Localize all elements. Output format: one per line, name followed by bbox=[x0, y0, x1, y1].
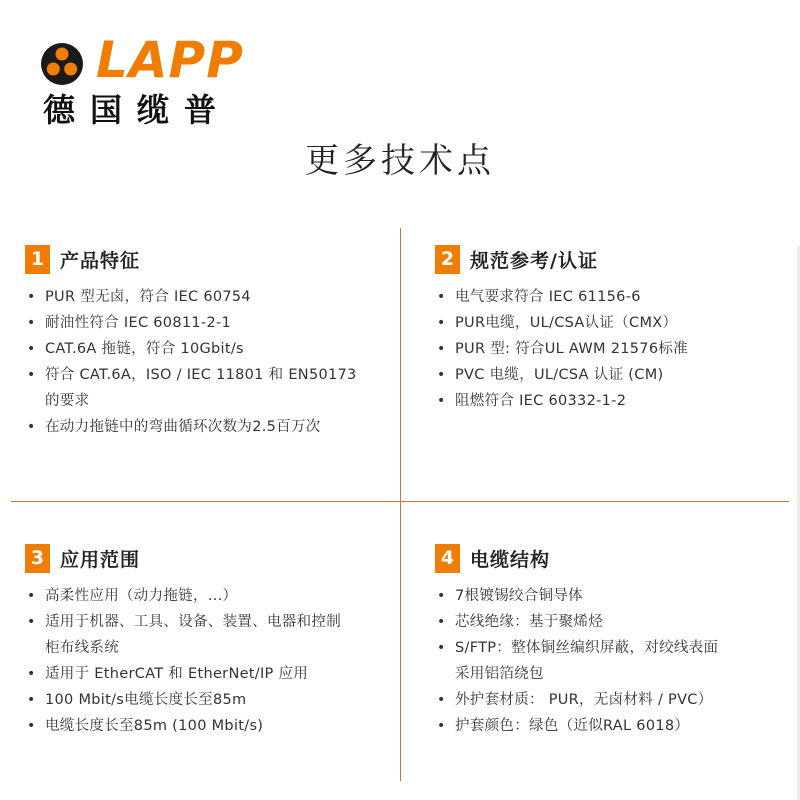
section-number-badge: 3 bbox=[25, 544, 50, 573]
section-title: 电缆结构 bbox=[470, 548, 551, 571]
vertical-divider bbox=[400, 228, 401, 781]
section-number-badge: 1 bbox=[25, 245, 50, 274]
feature-list bbox=[25, 284, 375, 440]
list-item: • 电气要求符合 IEC 61156-6 bbox=[435, 284, 785, 310]
section-header bbox=[435, 244, 785, 274]
section-applications bbox=[25, 543, 375, 739]
list-item: • PUR 型无卤，符合 IEC 60754 bbox=[25, 284, 375, 310]
list-item: • 外护套材质： PUR，无卤材料 / PVC） bbox=[435, 687, 785, 713]
applications-list bbox=[25, 583, 375, 739]
standards-list bbox=[435, 284, 785, 414]
section-standards-certifications bbox=[435, 244, 785, 414]
section-header bbox=[435, 543, 785, 573]
section-product-features bbox=[25, 244, 375, 440]
list-item: • 高柔性应用（动力拖链，...） bbox=[25, 583, 375, 609]
section-header bbox=[25, 543, 375, 573]
section-header bbox=[25, 244, 375, 274]
list-item: • 电缆长度长至85m (100 Mbit/s) bbox=[25, 713, 375, 739]
list-item: • S/FTP：整体铜丝编织屏蔽，对绞线表面采用铝箔绕包 bbox=[435, 635, 725, 687]
section-title: 应用范围 bbox=[60, 548, 141, 571]
lapp-logo bbox=[40, 31, 300, 133]
section-cable-structure bbox=[435, 543, 785, 739]
cable-cross-section-icon bbox=[40, 42, 84, 86]
brand-wordmark: LAPP bbox=[96, 31, 244, 89]
section-title: 产品特征 bbox=[60, 249, 141, 272]
structure-list bbox=[435, 583, 785, 739]
section-number-badge: 4 bbox=[435, 544, 460, 573]
list-item: • PVC 电缆，UL/CSA 认证 (CM) bbox=[435, 362, 785, 388]
list-item: • 适用于 EtherCAT 和 EtherNet/IP 应用 bbox=[25, 661, 375, 687]
list-item: • CAT.6A 拖链，符合 10Gbit/s bbox=[25, 336, 375, 362]
list-item: • 阻燃符合 IEC 60332-1-2 bbox=[435, 388, 785, 414]
list-item: • 芯线绝缘：基于聚烯烃 bbox=[435, 609, 785, 635]
horizontal-divider bbox=[11, 501, 789, 502]
list-item: • 符合 CAT.6A，ISO / IEC 11801 和 EN50173 的要求 bbox=[25, 362, 375, 414]
page-title: 更多技术点 bbox=[305, 141, 495, 181]
list-item: • PUR电缆，UL/CSA认证（CMX） bbox=[435, 310, 785, 336]
section-title: 规范参考/认证 bbox=[470, 249, 598, 272]
list-item: • 7根镀锡绞合铜导体 bbox=[435, 583, 785, 609]
list-item: • PUR 型: 符合UL AWM 21576标准 bbox=[435, 336, 785, 362]
section-number-badge: 2 bbox=[435, 245, 460, 274]
brand-name-cn: 德国缆普 bbox=[43, 91, 232, 129]
list-item: • 适用于机器、工具、设备、装置、电器和控制柜布线系统 bbox=[25, 609, 345, 661]
list-item: • 护套颜色：绿色（近似RAL 6018） bbox=[435, 713, 785, 739]
list-item: • 耐油性符合 IEC 60811-2-1 bbox=[25, 310, 375, 336]
list-item: • 在动力拖链中的弯曲循环次数为2.5百万次 bbox=[25, 414, 375, 440]
list-item: • 100 Mbit/s电缆长度长至85m bbox=[25, 687, 375, 713]
